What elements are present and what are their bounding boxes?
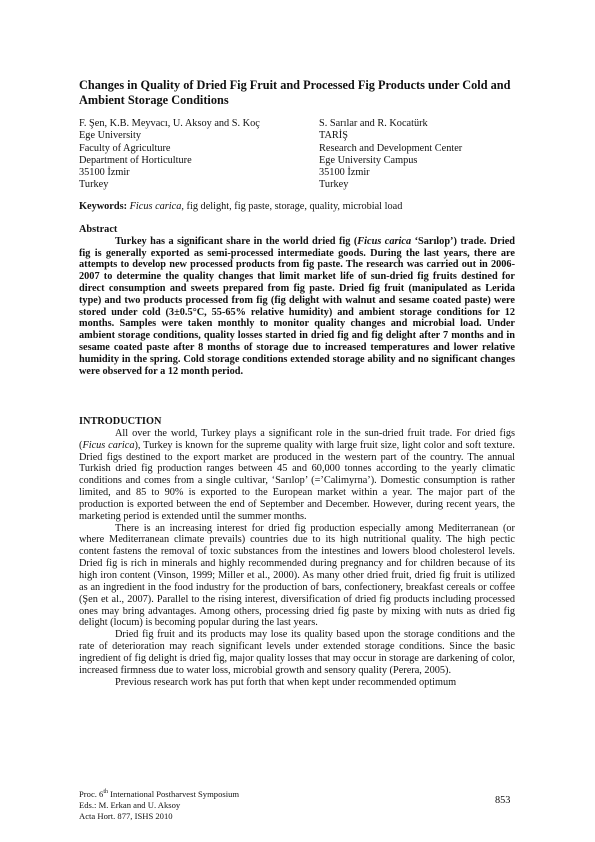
author-names: F. Şen, K.B. Meyvacı, U. Aksoy and S. Koç — [79, 118, 260, 129]
footer-acta-line: Acta Hort. 877, ISHS 2010 — [79, 810, 173, 821]
introduction-section — [79, 416, 515, 688]
affiliation-line: Turkey — [319, 179, 349, 191]
affiliation-line: Ege University Campus — [319, 154, 418, 166]
footer-proc-line: Proc. 6th International Postharvest Symposium — [79, 788, 240, 799]
intro-paragraph-4: Previous research work has put forth that when kept under recommended optimum — [115, 676, 457, 688]
paper-title: Changes in Quality of Dried Fig Fruit and Processed Fig Products under Cold and Ambient Storage Conditions — [79, 78, 511, 107]
keywords-list: , fig delight, fig paste, storage, quality, microbial load — [181, 201, 403, 212]
author-names: S. Sarılar and R. Kocatürk — [319, 118, 428, 129]
abstract-species: Ficus carica — [357, 235, 412, 247]
keywords-species: Ficus carica — [129, 201, 182, 212]
intro-paragraph-3: Dried fig fruit and its products may lose its quality based upon the storage conditions and the rate of deterioration may reach significant levels under extended storage conditions. Since the basic ingredient of fig delight is dried fig, major quality losses that may occur in storage are darkening of color, increased firmness due to water loss, microbial growth and sensory quality (Perera, 2005). — [79, 629, 515, 676]
introduction-heading: INTRODUCTION — [79, 416, 162, 427]
affiliation-line: Research and Development Center — [319, 142, 463, 154]
abstract-heading: Abstract — [79, 224, 118, 235]
affiliation-line: TARİŞ — [319, 130, 348, 142]
page-number: 853 — [495, 795, 511, 806]
abstract-section — [79, 224, 515, 377]
keywords — [79, 201, 525, 213]
proceedings-footer — [79, 787, 279, 822]
author-block-left — [79, 118, 309, 192]
affiliation-line: Turkey — [79, 179, 109, 191]
keywords-label: Keywords: — [79, 201, 128, 212]
affiliation-line: Faculty of Agriculture — [79, 142, 171, 154]
intro-species: Ficus carica — [82, 439, 135, 451]
affiliation-line: Ege University — [79, 130, 142, 142]
affiliation-line: 35100 İzmir — [79, 167, 130, 179]
intro-paragraph-2: There is an increasing interest for dried fig production especially among Mediterranean (or where Mediterranean climate prevails) countries due to its high nutritional quality. The high pectic content fastens the removal of toxic substances from the intestines and lowers blood cholesterol levels. Dried fig is rich in minerals and highly recommended during pregnancy and for children because of its high iron content (Vinson, 1999; Miller et al., 2000). As many other dried fruit, dried fig fruit is utilized as an ingredient in the food industry for the production of bars, confectionery, breakfast cereals or coffee (Şen et al., 2007). Parallel to the rising interest, diversification of dried fig products including processed ones may bring advantages. Among others, processing dried fig paste by mixing with nuts as dried fig delight (locum) is becoming popular during the last years. — [79, 522, 515, 629]
affiliation-line: 35100 İzmir — [319, 167, 370, 179]
abstract-body: Turkey has a significant share in the world dried fig (Ficus carica ‘Sarılop’) trade. Dried fig is generally exported as semi-processed intermediate goods. During the last years, there are attempts to develop new processed products from fig paste. The research was carried out in 2006-2007 to determine the quality changes that limit market life of sun-dried fig fruits destined for direct consumption and sweets prepared from fig paste. Dried fig fruit (manipulated as Lerida type) and two products processed from fig (fig delight with walnut and sesame coated paste) were stored under cold (3±0.5°C, 55-65% relative humidity) and ambient storage conditions for 12 months. Samples were taken monthly to monitor quality changes and microbial load. Under ambient storage conditions, quality losses started in dried fig and fig delight after 7 months and in sesame coated paste after 8 months of storage due to increased temperatures and lower relative humidity in the spring. Cold storage conditions extended storage ability and no significant changes were observed for a 12 month period. — [79, 235, 516, 377]
affiliation-line: Department of Horticulture — [79, 154, 192, 166]
footer-editors-line: Eds.: M. Erkan and U. Aksoy — [79, 799, 181, 810]
author-block-right — [319, 118, 549, 192]
intro-paragraph-1: All over the world, Turkey plays a significant role in the sun-dried fruit trade. For dried figs (Ficus carica), Turkey is known for the supreme quality with large fruit size, light color and soft texture. Dried figs destined to the export market are produced in the western part of the country. The annual Turkish dried fig production ranges between 45 and 60,000 tonnes according to the yearly climatic conditions and comes from a single cultivar, ‘Sarılop’ (=’Calimyrna’). Domestic consumption is rather limited, and 85 to 90% is exported to the European market within a year. The major part of the production is exported between the end of September and December. However, during recent years, the marketing period is extended until the summer months. — [79, 427, 515, 522]
